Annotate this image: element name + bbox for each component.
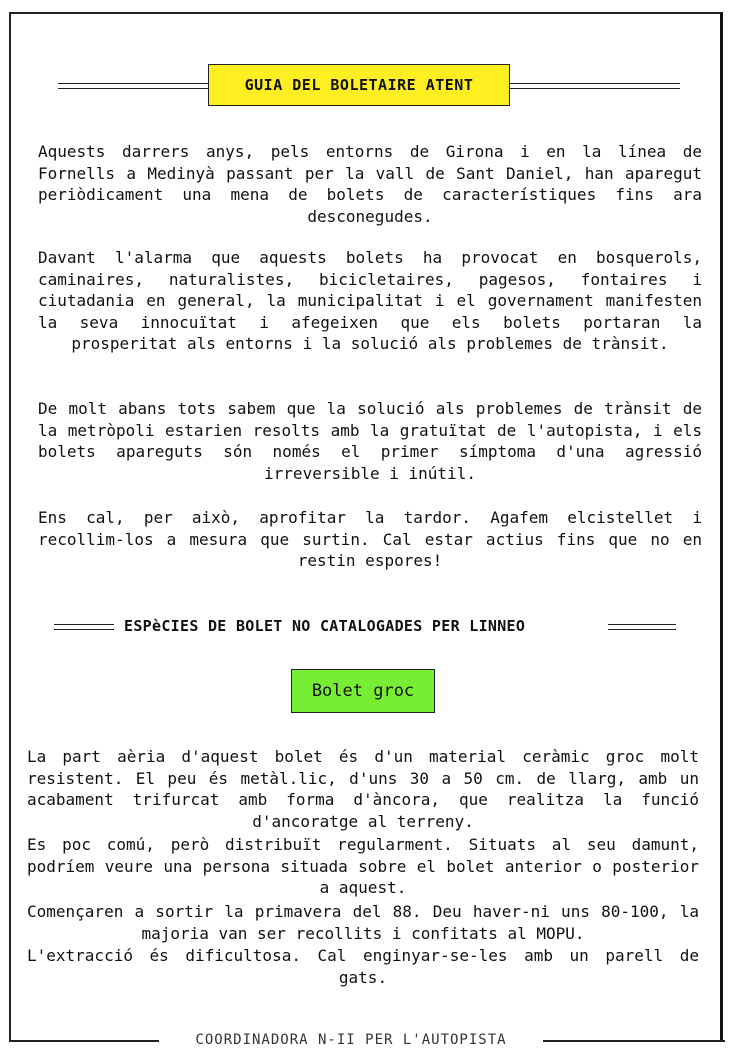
title-rule-right [510, 83, 680, 89]
frame-bottom-rule-right [543, 1040, 725, 1042]
species-name-box: Bolet groc [291, 669, 435, 713]
title-rule-left [58, 83, 208, 89]
intro-paragraph: De molt abans tots sabem que la solució als problemes de trànsit de la metròpoli estarien resolts amb la gratuïtat de l'autopista, i els bolets apareguts són només el primer símptoma d'una agressió irreversible i inútil. [38, 399, 702, 483]
intro-paragraph: Ens cal, per això, aprofitar la tardor. Agafem elcistellet i recollim-los a mesura que surtin. Cal estar actius fins que no en restin espores! [38, 508, 702, 570]
intro-paragraph: Aquests darrers anys, pels entorns de Girona i en la línea de Fornells a Medinyà passant per la vall de Sant Daniel, han aparegut periòdicament una mena de bolets de característiques fins ara desconegudes. [38, 142, 702, 226]
section-title: ESPèCIES DE BOLET NO CATALOGADES PER LINNEO [124, 617, 526, 635]
intro-paragraph: Davant l'alarma que aquests bolets ha provocat en bosquerols, caminaires, naturalistes, bicicletaires, pagesos, fontaires i ciutadania en general, la municipalitat i el governament manifesten la seva innocuïtat i afegeixen que els bolets portaran la prosperitat als entorns i la solució als problemes de trànsit. [38, 248, 702, 353]
species-paragraph: Començaren a sortir la primavera del 88. Deu haver-ni uns 80-100, la majoria van ser recollits i confitats al MOPU. [27, 902, 699, 943]
section-rule-right [608, 624, 676, 630]
title-row [58, 64, 680, 108]
species-paragraph: La part aèria d'aquest bolet és d'un material ceràmic groc molt resistent. El peu és metàl.lic, d'uns 30 a 50 cm. de llarg, amb un acabament trifurcat amb forma d'àncora, que realitza la funció d'ancoratge al terreny. [27, 747, 699, 831]
frame-bottom-rule-left [9, 1040, 159, 1042]
species-paragraph: L'extracció és dificultosa. Cal enginyar-se-les amb un parell de gats. [27, 946, 699, 987]
footer-signature: COORDINADORA N-II PER L'AUTOPISTA [195, 1032, 507, 1048]
species-paragraph: Es poc comú, però distribuït regularment. Situats al seu damunt, podríem veure una persona situada sobre el bolet anterior o posterior a aquest. [27, 835, 699, 897]
page-title: GUIA DEL BOLETAIRE ATENT [208, 64, 510, 106]
section-heading-row [50, 615, 682, 639]
section-rule-left [54, 624, 114, 630]
